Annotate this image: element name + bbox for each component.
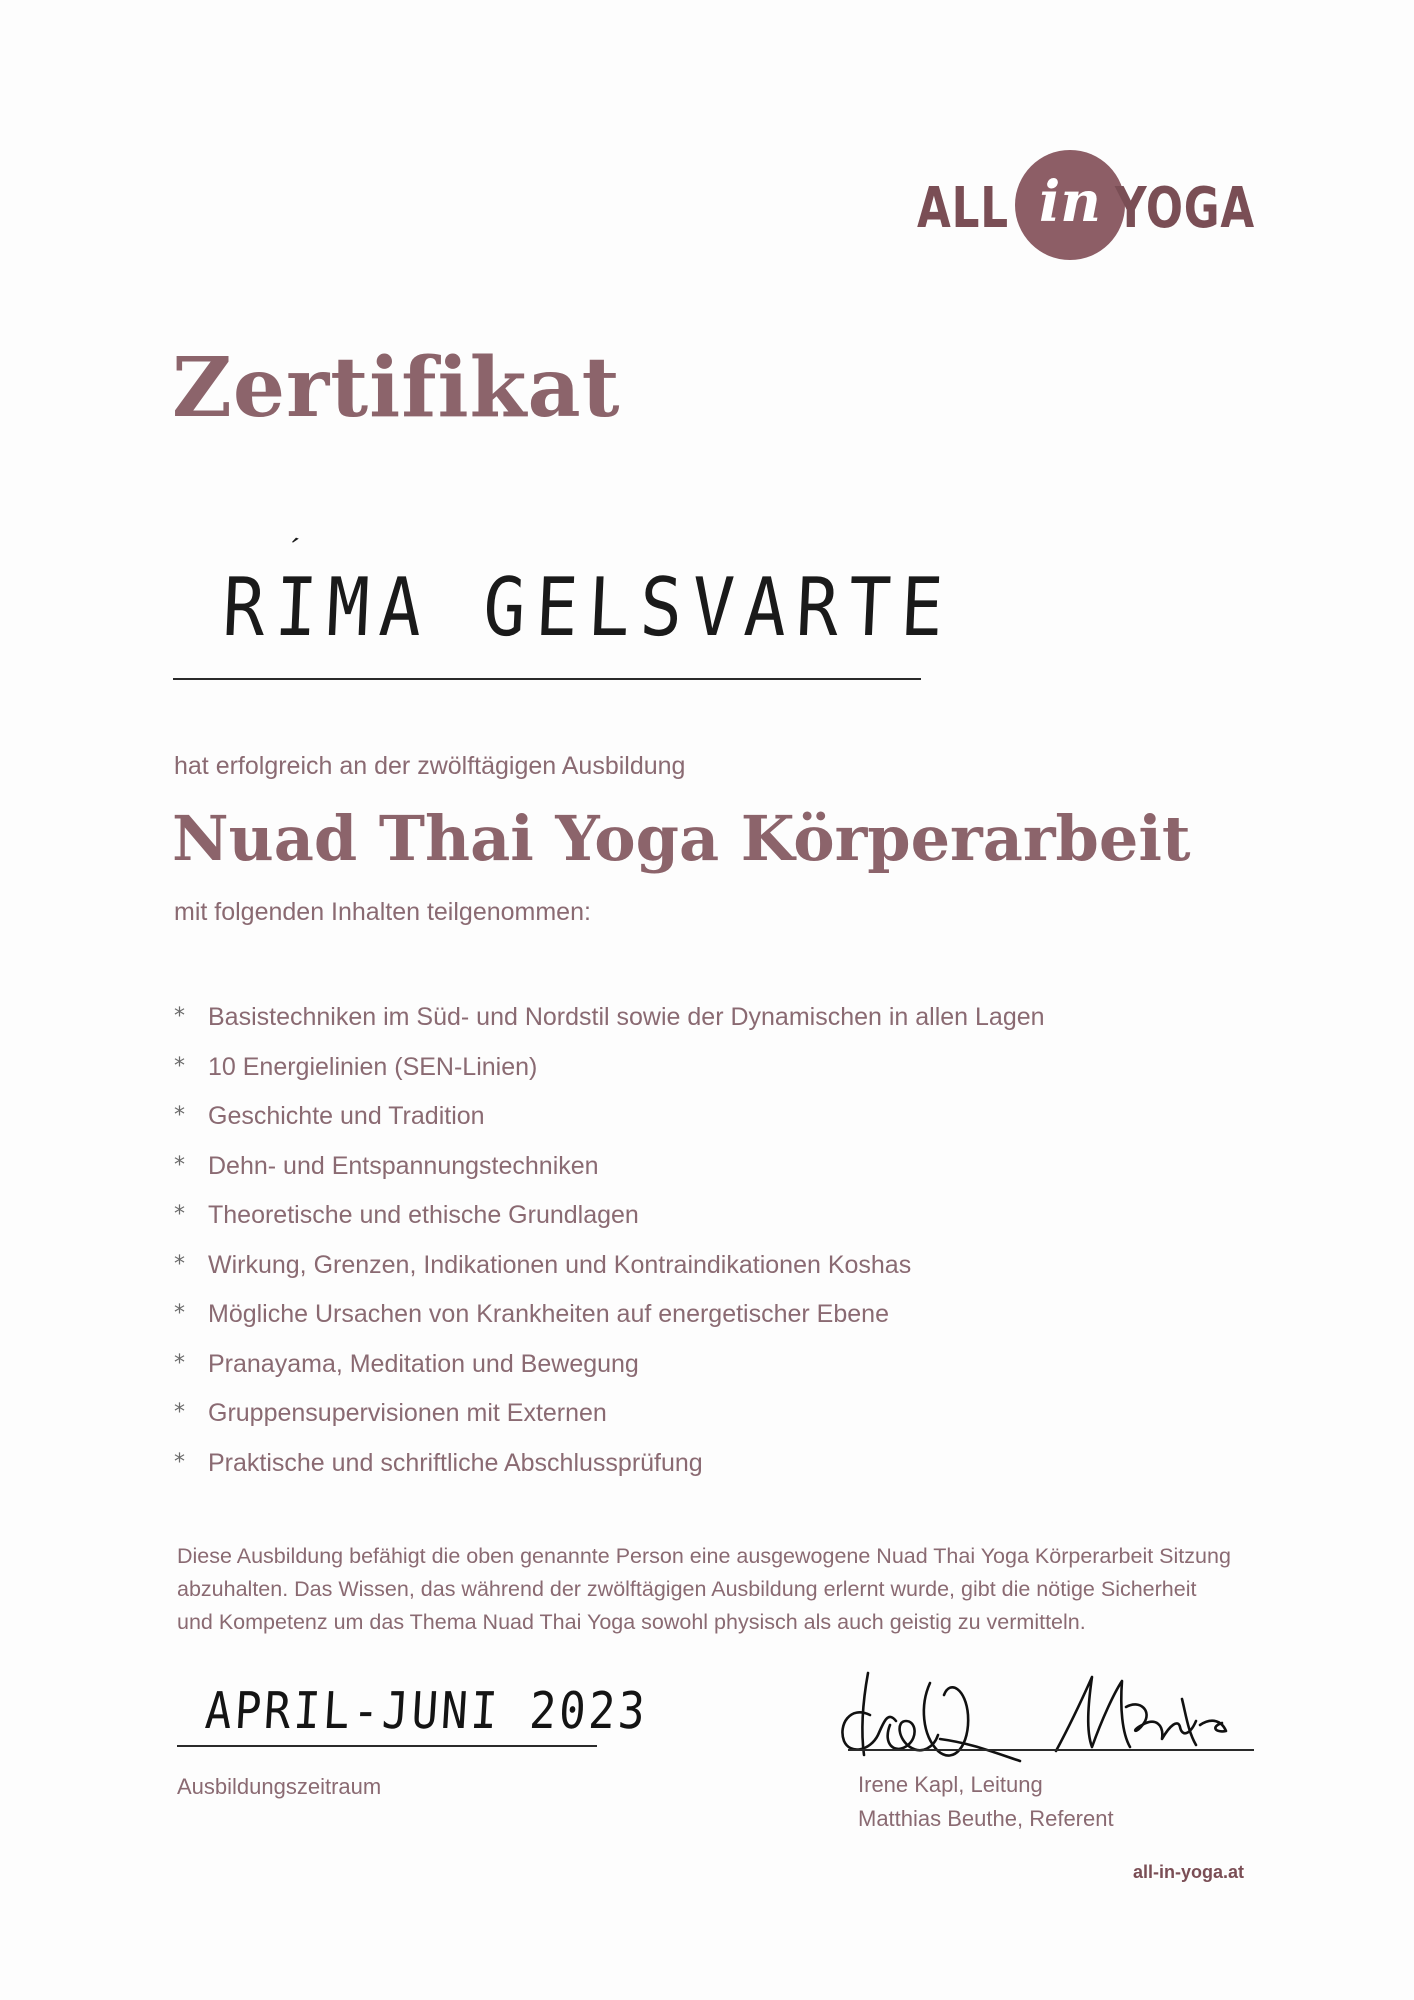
participant-name-field — [173, 531, 956, 680]
training-period-label: Ausbildungszeitraum — [177, 1774, 382, 1799]
list-item: * 10 Energielinien (SEN-Linien) — [172, 1050, 1045, 1100]
all-in-yoga-logo — [915, 150, 1255, 260]
contents-list — [172, 1000, 1045, 1495]
signer-2: Matthias Beuthe, Referent — [858, 1806, 1114, 1831]
list-item: * Basistechniken im Süd- und Nordstil sowie der Dynamischen in allen Lagen — [172, 1000, 1045, 1050]
asterisk-icon: * — [174, 1400, 185, 1425]
list-item: * Dehn- und Entspannungstechniken — [172, 1149, 1045, 1199]
website-url: all-in-yoga.at — [1133, 1862, 1245, 1882]
intro-text-2: mit folgenden Inhalten teilgenommen: — [174, 898, 591, 926]
intro-text: hat erfolgreich an der zwölftägigen Ausbildung — [174, 752, 686, 780]
participant-name: RIMA GELSVARTE — [220, 560, 956, 655]
asterisk-icon: * — [174, 1103, 185, 1128]
signer-1: Irene Kapl, Leitung — [858, 1772, 1043, 1797]
logo-text-all: ALL — [917, 176, 1009, 241]
training-period-value: APRIL-JUNI 2023 — [203, 1682, 650, 1741]
asterisk-icon: * — [174, 1350, 185, 1376]
logo-circle-in: in — [1015, 150, 1125, 260]
course-title: Nuad Thai Yoga Körperarbeit — [172, 802, 1191, 875]
name-underline — [173, 678, 921, 680]
asterisk-icon: * — [174, 1449, 185, 1475]
list-item: * Pranayama, Meditation und Bewegung — [172, 1347, 1045, 1397]
certificate-title: Zertifikat — [172, 340, 621, 436]
asterisk-icon: * — [174, 1202, 185, 1227]
description-paragraph: Diese Ausbildung befähigt die oben genannte Person eine ausgewogene Nuad Thai Yoga Körperarbeit Sitzung abzuhalten. Das Wissen, das während der zwölftägigen Ausbildung erlernt wurde, gibt die nötige Sicherheit und Kompetenz um das Thema Nuad Thai Yoga sowohl physisch als auch geistig zu vermitteln. — [177, 1544, 1231, 1634]
period-underline — [177, 1745, 597, 1747]
logo-text-yoga: YOGA — [1115, 176, 1255, 241]
signature-underline — [848, 1749, 1254, 1751]
handwritten-accent-mark: ′ — [283, 531, 302, 568]
asterisk-icon: * — [174, 1004, 185, 1029]
asterisk-icon: * — [174, 1152, 185, 1178]
list-item: * Geschichte und Tradition — [172, 1099, 1045, 1149]
list-item: * Theoretische und ethische Grundlagen — [172, 1198, 1045, 1248]
asterisk-icon: * — [174, 1053, 185, 1079]
list-item: * Gruppensupervisionen mit Externen — [172, 1396, 1045, 1446]
asterisk-icon: * — [174, 1251, 185, 1277]
list-item: * Praktische und schriftliche Abschlussprüfung — [172, 1446, 1045, 1496]
list-item: * Wirkung, Grenzen, Indikationen und Kontraindikationen Koshas — [172, 1248, 1045, 1298]
list-item: * Mögliche Ursachen von Krankheiten auf energetischer Ebene — [172, 1297, 1045, 1347]
training-period-field — [177, 1680, 650, 1760]
asterisk-icon: * — [174, 1301, 185, 1326]
